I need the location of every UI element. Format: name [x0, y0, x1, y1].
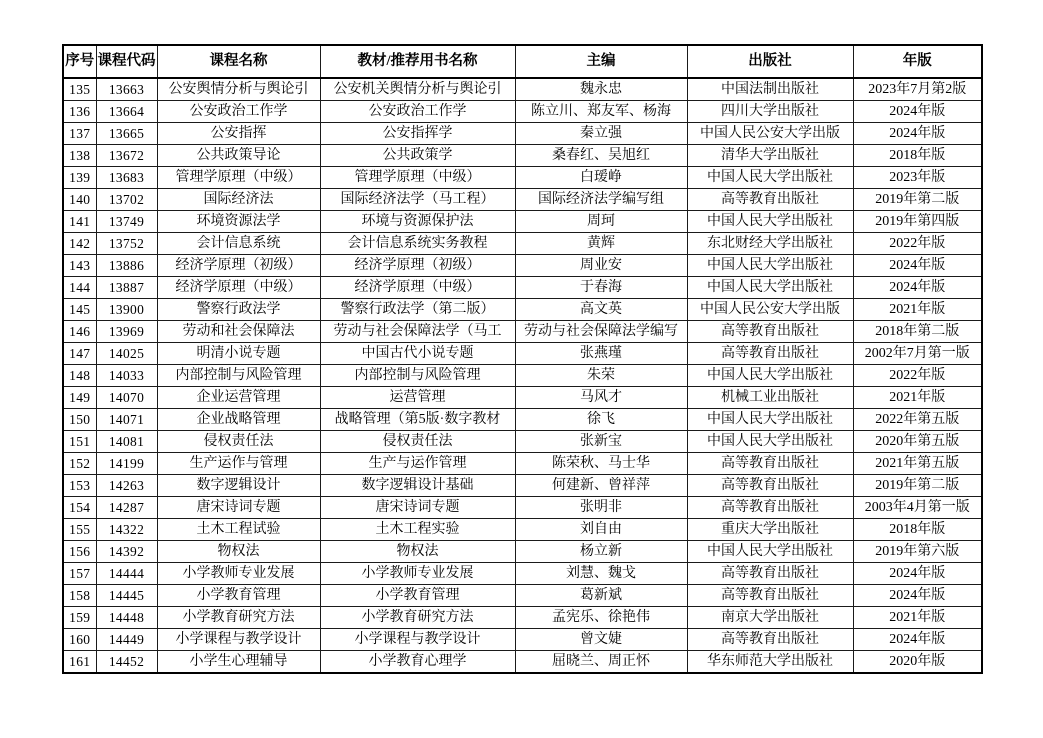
table-row: [63, 101, 982, 123]
table-row: [63, 563, 982, 585]
cell-editor: 国际经济法学编写组: [515, 189, 687, 211]
cell-course-name: 小学教育管理: [157, 585, 320, 607]
cell-course-code: 13665: [96, 123, 157, 145]
cell-publisher: 高等教育出版社: [687, 189, 853, 211]
cell-editor: 杨立新: [515, 541, 687, 563]
cell-textbook-name: 数字逻辑设计基础: [320, 475, 515, 497]
cell-editor: 曾文婕: [515, 629, 687, 651]
cell-textbook-name: 土木工程实验: [320, 519, 515, 541]
cell-course-name: 劳动和社会保障法: [157, 321, 320, 343]
cell-publisher: 中国人民大学出版社: [687, 277, 853, 299]
cell-textbook-name: 侵权责任法: [320, 431, 515, 453]
header-course-name: 课程名称: [157, 45, 320, 78]
table-row: [63, 233, 982, 255]
cell-course-code: 13683: [96, 167, 157, 189]
cell-publisher: 南京大学出版社: [687, 607, 853, 629]
cell-course-code: 13664: [96, 101, 157, 123]
cell-edition: 2021年版: [853, 299, 982, 321]
cell-edition: 2021年版: [853, 607, 982, 629]
cell-editor: 马风才: [515, 387, 687, 409]
cell-publisher: 中国法制出版社: [687, 78, 853, 101]
cell-index: 147: [63, 343, 96, 365]
cell-publisher: 中国人民大学出版社: [687, 167, 853, 189]
cell-textbook-name: 经济学原理（初级）: [320, 255, 515, 277]
cell-textbook-name: 公安政治工作学: [320, 101, 515, 123]
cell-course-name: 企业战略管理: [157, 409, 320, 431]
table-row: [63, 651, 982, 674]
cell-course-code: 13663: [96, 78, 157, 101]
cell-course-name: 经济学原理（初级）: [157, 255, 320, 277]
cell-textbook-name: 环境与资源保护法: [320, 211, 515, 233]
table-row: [63, 277, 982, 299]
cell-course-name: 国际经济法: [157, 189, 320, 211]
table-row: [63, 343, 982, 365]
cell-textbook-name: 公安指挥学: [320, 123, 515, 145]
cell-publisher: 中国人民公安大学出版: [687, 123, 853, 145]
cell-edition: 2021年版: [853, 387, 982, 409]
cell-course-code: 14452: [96, 651, 157, 674]
cell-publisher: 四川大学出版社: [687, 101, 853, 123]
cell-textbook-name: 小学教育心理学: [320, 651, 515, 674]
cell-index: 140: [63, 189, 96, 211]
cell-course-code: 14449: [96, 629, 157, 651]
cell-course-code: 14081: [96, 431, 157, 453]
cell-textbook-name: 小学教育研究方法: [320, 607, 515, 629]
cell-editor: 陈立川、郑友军、杨海: [515, 101, 687, 123]
cell-course-code: 13752: [96, 233, 157, 255]
cell-edition: 2020年第五版: [853, 431, 982, 453]
cell-textbook-name: 劳动与社会保障法学（马工: [320, 321, 515, 343]
cell-edition: 2024年版: [853, 277, 982, 299]
cell-editor: 黄辉: [515, 233, 687, 255]
cell-course-code: 13749: [96, 211, 157, 233]
cell-editor: 周珂: [515, 211, 687, 233]
cell-index: 159: [63, 607, 96, 629]
table-row: [63, 189, 982, 211]
cell-course-name: 小学教师专业发展: [157, 563, 320, 585]
cell-publisher: 中国人民公安大学出版: [687, 299, 853, 321]
cell-course-code: 14025: [96, 343, 157, 365]
cell-publisher: 中国人民大学出版社: [687, 255, 853, 277]
cell-textbook-name: 公安机关舆情分析与舆论引: [320, 78, 515, 101]
cell-course-name: 小学课程与教学设计: [157, 629, 320, 651]
cell-index: 151: [63, 431, 96, 453]
cell-course-name: 公安政治工作学: [157, 101, 320, 123]
table-row: [63, 145, 982, 167]
cell-course-name: 公安指挥: [157, 123, 320, 145]
header-course-code: 课程代码: [96, 45, 157, 78]
cell-course-code: 13887: [96, 277, 157, 299]
cell-publisher: 华东师范大学出版社: [687, 651, 853, 674]
cell-editor: 何建新、曾祥萍: [515, 475, 687, 497]
course-textbook-table: [62, 44, 983, 674]
cell-course-name: 明清小说专题: [157, 343, 320, 365]
cell-editor: 白瑷峥: [515, 167, 687, 189]
cell-edition: 2024年版: [853, 563, 982, 585]
cell-course-name: 小学教育研究方法: [157, 607, 320, 629]
cell-course-code: 14199: [96, 453, 157, 475]
cell-publisher: 高等教育出版社: [687, 629, 853, 651]
cell-course-name: 内部控制与风险管理: [157, 365, 320, 387]
cell-index: 161: [63, 651, 96, 674]
table-row: [63, 123, 982, 145]
cell-editor: 张明非: [515, 497, 687, 519]
cell-edition: 2003年4月第一版: [853, 497, 982, 519]
cell-textbook-name: 经济学原理（中级）: [320, 277, 515, 299]
cell-textbook-name: 国际经济法学（马工程）: [320, 189, 515, 211]
cell-textbook-name: 小学教育管理: [320, 585, 515, 607]
table-row: [63, 299, 982, 321]
cell-publisher: 中国人民大学出版社: [687, 365, 853, 387]
cell-textbook-name: 公共政策学: [320, 145, 515, 167]
cell-course-name: 公安舆情分析与舆论引: [157, 78, 320, 101]
cell-course-code: 13969: [96, 321, 157, 343]
table-row: [63, 629, 982, 651]
cell-publisher: 中国人民大学出版社: [687, 541, 853, 563]
cell-edition: 2023年7月第2版: [853, 78, 982, 101]
cell-index: 138: [63, 145, 96, 167]
cell-publisher: 机械工业出版社: [687, 387, 853, 409]
header-publisher: 出版社: [687, 45, 853, 78]
cell-publisher: 中国人民大学出版社: [687, 431, 853, 453]
cell-edition: 2024年版: [853, 585, 982, 607]
cell-course-code: 14448: [96, 607, 157, 629]
cell-editor: 徐飞: [515, 409, 687, 431]
cell-index: 160: [63, 629, 96, 651]
table-row: [63, 167, 982, 189]
cell-edition: 2022年版: [853, 233, 982, 255]
cell-edition: 2019年第二版: [853, 189, 982, 211]
table-row: [63, 585, 982, 607]
cell-edition: 2023年版: [853, 167, 982, 189]
cell-editor: 朱荣: [515, 365, 687, 387]
cell-course-code: 14033: [96, 365, 157, 387]
cell-textbook-name: 管理学原理（中级）: [320, 167, 515, 189]
cell-textbook-name: 战略管理（第5版·数字教材: [320, 409, 515, 431]
cell-publisher: 高等教育出版社: [687, 585, 853, 607]
table-row: [63, 607, 982, 629]
cell-publisher: 中国人民大学出版社: [687, 211, 853, 233]
cell-textbook-name: 警察行政法学（第二版）: [320, 299, 515, 321]
cell-index: 154: [63, 497, 96, 519]
cell-edition: 2019年第六版: [853, 541, 982, 563]
cell-editor: 桑春红、吴旭红: [515, 145, 687, 167]
header-editor: 主编: [515, 45, 687, 78]
table-row: [63, 387, 982, 409]
cell-index: 145: [63, 299, 96, 321]
cell-index: 149: [63, 387, 96, 409]
cell-editor: 高文英: [515, 299, 687, 321]
cell-editor: 陈荣秋、马士华: [515, 453, 687, 475]
cell-editor: 孟宪乐、徐艳伟: [515, 607, 687, 629]
table-row: [63, 541, 982, 563]
table-row: [63, 409, 982, 431]
cell-publisher: 高等教育出版社: [687, 343, 853, 365]
cell-edition: 2024年版: [853, 123, 982, 145]
cell-index: 135: [63, 78, 96, 101]
cell-course-code: 14445: [96, 585, 157, 607]
cell-course-code: 14287: [96, 497, 157, 519]
table-row: [63, 211, 982, 233]
header-index: 序号: [63, 45, 96, 78]
cell-index: 137: [63, 123, 96, 145]
cell-course-name: 管理学原理（中级）: [157, 167, 320, 189]
cell-course-name: 经济学原理（中级）: [157, 277, 320, 299]
table-row: [63, 431, 982, 453]
cell-edition: 2002年7月第一版: [853, 343, 982, 365]
cell-publisher: 中国人民大学出版社: [687, 409, 853, 431]
cell-index: 136: [63, 101, 96, 123]
cell-course-name: 会计信息系统: [157, 233, 320, 255]
cell-publisher: 东北财经大学出版社: [687, 233, 853, 255]
cell-publisher: 高等教育出版社: [687, 453, 853, 475]
cell-course-code: 13900: [96, 299, 157, 321]
cell-editor: 魏永忠: [515, 78, 687, 101]
cell-textbook-name: 会计信息系统实务教程: [320, 233, 515, 255]
table-row: [63, 78, 982, 101]
cell-editor: 张新宝: [515, 431, 687, 453]
cell-course-name: 唐宋诗词专题: [157, 497, 320, 519]
cell-course-code: 13886: [96, 255, 157, 277]
cell-edition: 2024年版: [853, 629, 982, 651]
cell-index: 141: [63, 211, 96, 233]
cell-publisher: 高等教育出版社: [687, 497, 853, 519]
cell-textbook-name: 中国古代小说专题: [320, 343, 515, 365]
cell-index: 150: [63, 409, 96, 431]
table-row: [63, 497, 982, 519]
cell-edition: 2018年第二版: [853, 321, 982, 343]
cell-edition: 2021年第五版: [853, 453, 982, 475]
table-row: [63, 519, 982, 541]
table-row: [63, 475, 982, 497]
cell-publisher: 高等教育出版社: [687, 563, 853, 585]
cell-edition: 2019年第二版: [853, 475, 982, 497]
cell-course-code: 14071: [96, 409, 157, 431]
cell-index: 143: [63, 255, 96, 277]
cell-index: 139: [63, 167, 96, 189]
cell-edition: 2020年版: [853, 651, 982, 674]
cell-textbook-name: 唐宋诗词专题: [320, 497, 515, 519]
cell-course-code: 14070: [96, 387, 157, 409]
cell-edition: 2022年版: [853, 365, 982, 387]
cell-textbook-name: 生产与运作管理: [320, 453, 515, 475]
cell-edition: 2024年版: [853, 255, 982, 277]
cell-edition: 2018年版: [853, 145, 982, 167]
cell-textbook-name: 内部控制与风险管理: [320, 365, 515, 387]
cell-editor: 刘慧、魏戈: [515, 563, 687, 585]
cell-editor: 于春海: [515, 277, 687, 299]
cell-index: 148: [63, 365, 96, 387]
cell-editor: 秦立强: [515, 123, 687, 145]
cell-editor: 周业安: [515, 255, 687, 277]
cell-course-code: 13672: [96, 145, 157, 167]
cell-editor: 刘自由: [515, 519, 687, 541]
cell-publisher: 高等教育出版社: [687, 321, 853, 343]
header-textbook-name: 教材/推荐用书名称: [320, 45, 515, 78]
cell-index: 156: [63, 541, 96, 563]
cell-course-name: 小学生心理辅导: [157, 651, 320, 674]
cell-index: 155: [63, 519, 96, 541]
table-row: [63, 321, 982, 343]
cell-course-code: 14322: [96, 519, 157, 541]
cell-index: 146: [63, 321, 96, 343]
table-row: [63, 365, 982, 387]
cell-course-name: 企业运营管理: [157, 387, 320, 409]
table-row: [63, 255, 982, 277]
table-header-row: [63, 45, 982, 78]
cell-index: 142: [63, 233, 96, 255]
cell-publisher: 重庆大学出版社: [687, 519, 853, 541]
cell-course-code: 14392: [96, 541, 157, 563]
cell-edition: 2024年版: [853, 101, 982, 123]
cell-textbook-name: 小学课程与教学设计: [320, 629, 515, 651]
cell-course-code: 13702: [96, 189, 157, 211]
cell-textbook-name: 小学教师专业发展: [320, 563, 515, 585]
cell-index: 144: [63, 277, 96, 299]
cell-textbook-name: 运营管理: [320, 387, 515, 409]
cell-edition: 2019年第四版: [853, 211, 982, 233]
cell-course-name: 侵权责任法: [157, 431, 320, 453]
cell-course-name: 物权法: [157, 541, 320, 563]
cell-index: 152: [63, 453, 96, 475]
cell-course-code: 14444: [96, 563, 157, 585]
cell-course-name: 公共政策导论: [157, 145, 320, 167]
cell-publisher: 高等教育出版社: [687, 475, 853, 497]
cell-course-name: 环境资源法学: [157, 211, 320, 233]
cell-course-code: 14263: [96, 475, 157, 497]
cell-edition: 2018年版: [853, 519, 982, 541]
cell-course-name: 警察行政法学: [157, 299, 320, 321]
cell-editor: 屈晓兰、周正怀: [515, 651, 687, 674]
cell-index: 157: [63, 563, 96, 585]
cell-index: 153: [63, 475, 96, 497]
cell-textbook-name: 物权法: [320, 541, 515, 563]
cell-index: 158: [63, 585, 96, 607]
cell-course-name: 数字逻辑设计: [157, 475, 320, 497]
cell-editor: 劳动与社会保障法学编写: [515, 321, 687, 343]
table-row: [63, 453, 982, 475]
cell-editor: 葛新斌: [515, 585, 687, 607]
cell-course-name: 生产运作与管理: [157, 453, 320, 475]
cell-course-name: 土木工程试验: [157, 519, 320, 541]
cell-publisher: 清华大学出版社: [687, 145, 853, 167]
header-edition: 年版: [853, 45, 982, 78]
cell-edition: 2022年第五版: [853, 409, 982, 431]
cell-editor: 张燕瑾: [515, 343, 687, 365]
